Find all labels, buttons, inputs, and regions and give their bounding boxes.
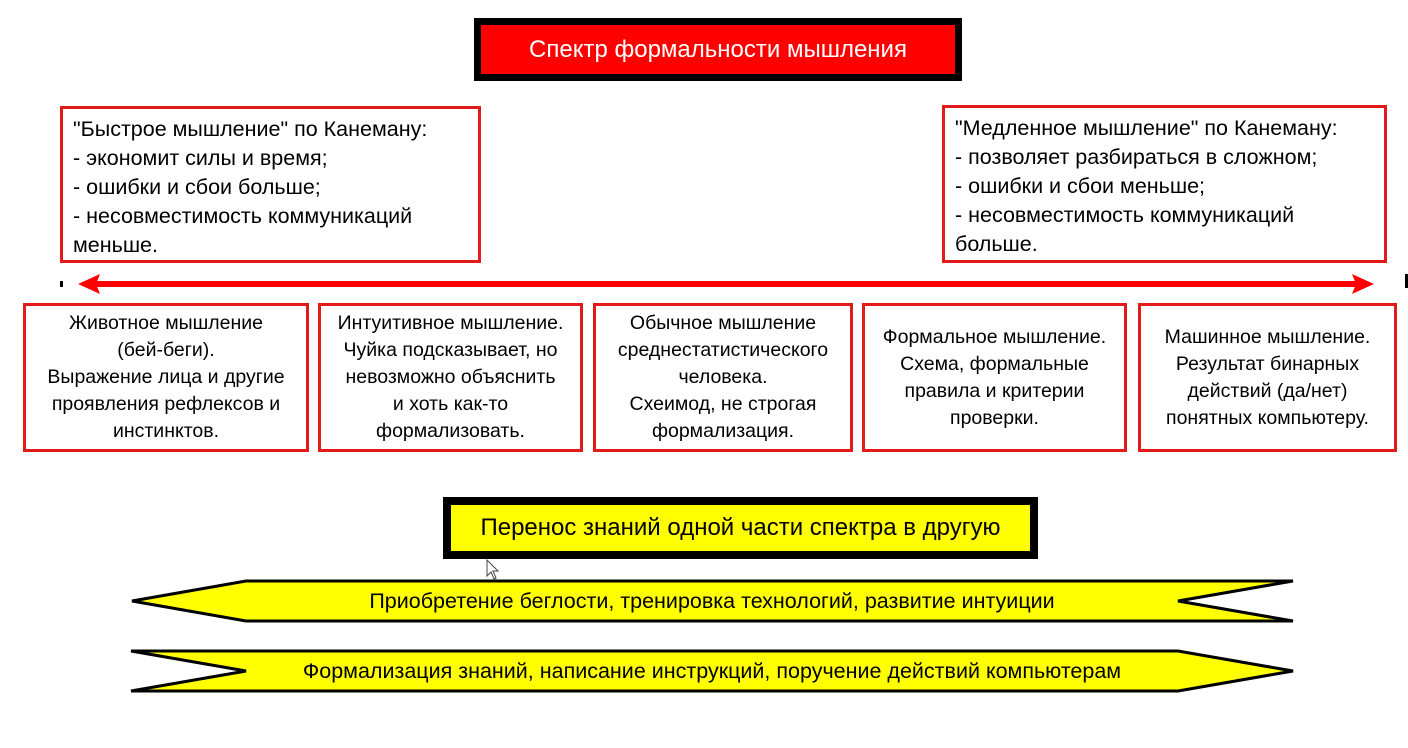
spectrum-box-text: (бей-беги). xyxy=(117,339,215,361)
spectrum-box-text: формализация. xyxy=(651,420,795,442)
fast-thinking-point: - экономит силы и время; xyxy=(73,146,328,170)
spectrum-box-formal xyxy=(862,303,1127,452)
spectrum-axis-arrow-icon xyxy=(78,273,1374,295)
slow-thinking-heading: "Медленное мышление" по Канеману: xyxy=(955,116,1338,140)
spectrum-box-text: проверки. xyxy=(950,406,1039,429)
diagram-title: Спектр формальности мышления xyxy=(481,25,955,74)
slow-thinking-point: - ошибки и сбои меньше; xyxy=(955,174,1206,198)
spectrum-box-text: правила и критерии xyxy=(904,379,1085,402)
spectrum-box-text: инстинктов. xyxy=(112,420,220,442)
spectrum-box-text: человека. xyxy=(678,366,768,388)
spectrum-box-text: понятных компьютеру. xyxy=(1166,406,1369,429)
spectrum-box-text: Формальное мышление. xyxy=(882,325,1107,348)
spectrum-box-machine xyxy=(1138,303,1397,452)
spectrum-box-text: и хоть как-то xyxy=(392,393,509,415)
fast-thinking-point: меньше. xyxy=(73,233,158,257)
spectrum-box-intuitive xyxy=(318,303,583,452)
spectrum-box-text: Выражение лица и другие xyxy=(47,366,285,388)
spectrum-box-text: Схеимод, не строгая xyxy=(629,393,817,415)
band-right-arrow xyxy=(128,648,1296,694)
spectrum-box-text: Интуитивное мышление. xyxy=(337,312,564,334)
fast-thinking-box xyxy=(60,106,481,263)
fast-thinking-point: - несовместимость коммуникаций xyxy=(73,204,413,228)
band-left-label: Приобретение беглости, тренировка технологий, развитие интуиции xyxy=(369,588,1055,613)
fast-thinking-point: - ошибки и сбои больше; xyxy=(73,175,321,199)
spectrum-box-ordinary xyxy=(593,303,853,452)
slow-thinking-point: - позволяет разбираться в сложном; xyxy=(955,145,1318,169)
spectrum-box-text: среднестатистического xyxy=(617,339,829,361)
spectrum-box-text: проявления рефлексов и xyxy=(51,393,281,415)
slow-thinking-point: - несовместимость коммуникаций xyxy=(955,203,1295,227)
spectrum-box-text: Чуйка подсказывает, но xyxy=(343,339,558,361)
spectrum-box-animal xyxy=(23,303,309,452)
slow-thinking-point: больше. xyxy=(955,232,1038,256)
spectrum-box-text: формализовать. xyxy=(376,420,525,442)
fast-thinking-heading: "Быстрое мышление" по Канеману: xyxy=(73,117,428,141)
spectrum-box-text: Результат бинарных xyxy=(1175,352,1360,375)
transfer-label: Перенос знаний одной части спектра в другую xyxy=(451,505,1030,551)
transfer-box xyxy=(443,497,1038,559)
title-box xyxy=(474,18,962,81)
spectrum-box-text: невозможно объяснить xyxy=(345,366,556,388)
spectrum-box-text: Машинное мышление. xyxy=(1164,325,1371,348)
spectrum-box-text: Животное мышление xyxy=(68,312,264,334)
spectrum-box-text: Схема, формальные xyxy=(900,352,1089,375)
slow-thinking-box xyxy=(942,105,1387,263)
marker-dot xyxy=(60,281,63,287)
band-left-arrow xyxy=(128,578,1296,624)
spectrum-box-text: Обычное мышление xyxy=(629,312,817,334)
band-right-label: Формализация знаний, написание инструкций, поручение действий компьютерам xyxy=(302,658,1122,683)
spectrum-box-text: действий (да/нет) xyxy=(1187,379,1348,402)
